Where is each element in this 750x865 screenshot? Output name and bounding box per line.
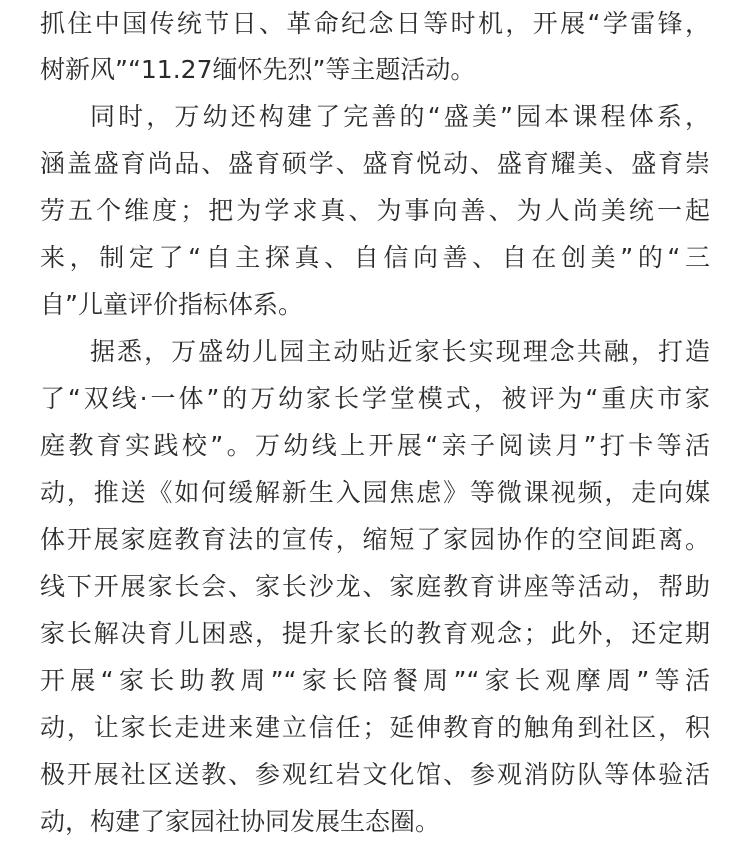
text-line: 动，让家长走进来建立信任；延伸教育的触角到社区，积 bbox=[40, 713, 710, 742]
text-line: 动，构建了家园社协同发展生态圈。 bbox=[40, 807, 441, 836]
text-line: 动，推送《如何缓解新生入园焦虑》等微课视频，走向媒 bbox=[40, 478, 710, 507]
paragraph-start-line: 同时，万幼还构建了完善的“盛美”园本课程体系， bbox=[90, 102, 710, 131]
text-line: 劳五个维度；把为学求真、为事向善、为人尚美统一起 bbox=[40, 196, 710, 225]
text-line: 开展“家长助教周”“家长陪餐周”“家长观摩周”等活 bbox=[40, 666, 710, 695]
text-line: 树新风”“11.27缅怀先烈”等主题活动。 bbox=[40, 55, 476, 84]
text-line: 极开展社区送教、参观红岩文化馆、参观消防队等体验活 bbox=[40, 760, 710, 789]
text-line: 自”儿童评价指标体系。 bbox=[40, 290, 303, 319]
text-line: 庭教育实践校”。万幼线上开展“亲子阅读月”打卡等活 bbox=[40, 431, 710, 460]
text-line: 家长解决育儿困惑，提升家长的教育观念；此外，还定期 bbox=[40, 619, 710, 648]
text-line: 来，制定了“自主探真、自信向善、自在创美”的“三 bbox=[40, 243, 710, 272]
text-line: 体开展家庭教育法的宣传，缩短了家园协作的空间距离。 bbox=[40, 525, 710, 554]
text-line: 抓住中国传统节日、革命纪念日等时机，开展“学雷锋， bbox=[40, 9, 710, 38]
text-line: 涵盖盛育尚品、盛育硕学、盛育悦动、盛育耀美、盛育崇 bbox=[40, 149, 710, 178]
paragraph-start-line: 据悉，万盛幼儿园主动贴近家长实现理念共融，打造 bbox=[90, 337, 710, 366]
text-line: 了“双线·一体”的万幼家长学堂模式，被评为“重庆市家 bbox=[40, 384, 710, 413]
text-line: 线下开展家长会、家长沙龙、家庭教育讲座等活动，帮助 bbox=[40, 572, 710, 601]
